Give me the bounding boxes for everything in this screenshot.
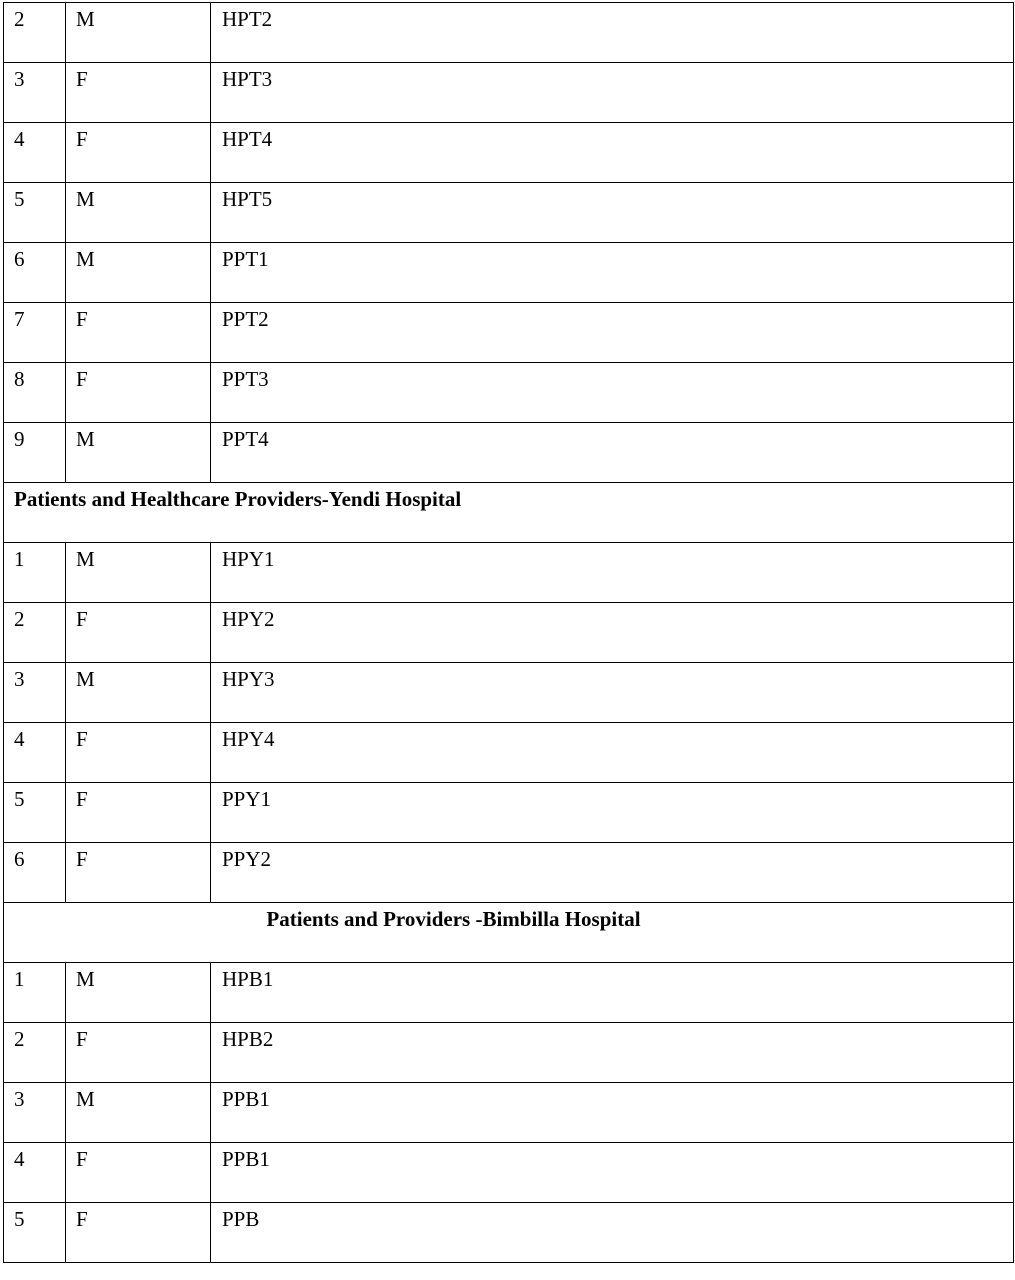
participant-code: HPB2	[211, 1023, 1014, 1083]
participant-code: HPT5	[211, 183, 1014, 243]
participant-sex: F	[66, 303, 211, 363]
participant-sex: F	[66, 603, 211, 663]
participant-number: 3	[4, 663, 66, 723]
table-row	[4, 243, 1014, 303]
table-row	[4, 603, 1014, 663]
participant-code: HPY4	[211, 723, 1014, 783]
participant-code: PPB1	[211, 1143, 1014, 1203]
participant-sex: F	[66, 783, 211, 843]
section-heading-row	[4, 483, 1014, 543]
participant-number: 5	[4, 1203, 66, 1263]
table-row	[4, 3, 1014, 63]
table-row	[4, 1023, 1014, 1083]
participant-number: 2	[4, 3, 66, 63]
table-row	[4, 783, 1014, 843]
participant-code: PPY1	[211, 783, 1014, 843]
participant-code: HPB1	[211, 963, 1014, 1023]
participant-code: PPT1	[211, 243, 1014, 303]
table-row	[4, 663, 1014, 723]
participant-sex: F	[66, 1143, 211, 1203]
participant-sex: M	[66, 663, 211, 723]
participant-code: PPB	[211, 1203, 1014, 1263]
section-heading-row	[4, 903, 1014, 963]
participant-sex: F	[66, 363, 211, 423]
participant-sex: M	[66, 3, 211, 63]
participant-number: 9	[4, 423, 66, 483]
participant-number: 4	[4, 1143, 66, 1203]
participant-sex: F	[66, 123, 211, 183]
table-row	[4, 363, 1014, 423]
table-row	[4, 843, 1014, 903]
table-row	[4, 63, 1014, 123]
table-row	[4, 1083, 1014, 1143]
participant-code: HPT3	[211, 63, 1014, 123]
participants-table-body	[4, 3, 1014, 1263]
table-row	[4, 543, 1014, 603]
table-row	[4, 1143, 1014, 1203]
participant-code: HPY1	[211, 543, 1014, 603]
participant-code: PPB1	[211, 1083, 1014, 1143]
participant-sex: F	[66, 63, 211, 123]
participant-sex: M	[66, 183, 211, 243]
participant-number: 8	[4, 363, 66, 423]
participant-code: HPT2	[211, 3, 1014, 63]
participant-sex: F	[66, 1203, 211, 1263]
table-row	[4, 963, 1014, 1023]
participant-code: PPT2	[211, 303, 1014, 363]
participant-number: 1	[4, 963, 66, 1023]
table-row	[4, 723, 1014, 783]
participant-code: HPY2	[211, 603, 1014, 663]
participant-sex: F	[66, 723, 211, 783]
table-row	[4, 183, 1014, 243]
participant-code: PPT4	[211, 423, 1014, 483]
participant-sex: M	[66, 963, 211, 1023]
participant-sex: M	[66, 1083, 211, 1143]
participants-table	[3, 2, 1014, 1263]
participant-number: 6	[4, 843, 66, 903]
participant-number: 6	[4, 243, 66, 303]
participant-number: 3	[4, 63, 66, 123]
table-row	[4, 423, 1014, 483]
participant-sex: F	[66, 843, 211, 903]
participant-number: 5	[4, 183, 66, 243]
table-row	[4, 303, 1014, 363]
participant-number: 7	[4, 303, 66, 363]
participant-code: HPT4	[211, 123, 1014, 183]
participant-code: PPT3	[211, 363, 1014, 423]
section-heading-bimbilla: Patients and Providers -Bimbilla Hospital	[4, 903, 1014, 963]
participant-code: HPY3	[211, 663, 1014, 723]
participant-number: 2	[4, 603, 66, 663]
participant-number: 5	[4, 783, 66, 843]
participant-number: 1	[4, 543, 66, 603]
participant-number: 3	[4, 1083, 66, 1143]
participant-sex: F	[66, 1023, 211, 1083]
participant-sex: M	[66, 543, 211, 603]
participant-code: PPY2	[211, 843, 1014, 903]
table-row	[4, 123, 1014, 183]
participant-number: 4	[4, 723, 66, 783]
participant-number: 2	[4, 1023, 66, 1083]
participant-sex: M	[66, 243, 211, 303]
participant-number: 4	[4, 123, 66, 183]
section-heading-yendi: Patients and Healthcare Providers-Yendi Hospital	[4, 483, 1014, 543]
participant-sex: M	[66, 423, 211, 483]
table-row	[4, 1203, 1014, 1263]
